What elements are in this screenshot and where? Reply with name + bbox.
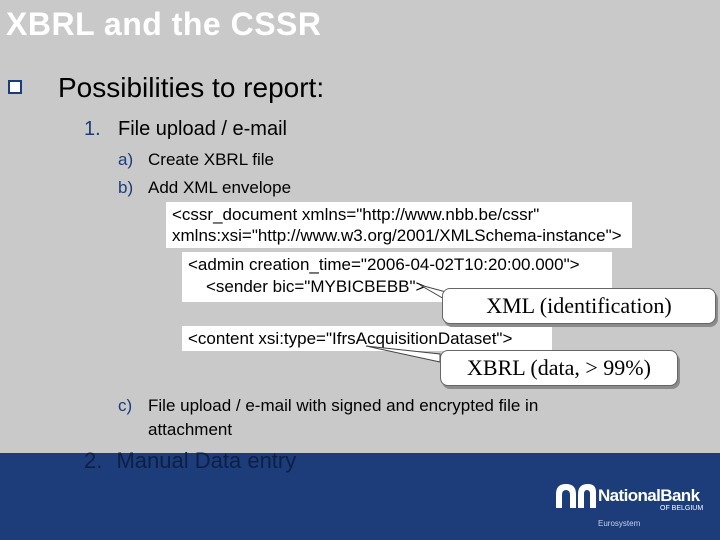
logo-subtitle: OF BELGIUM [660,505,704,512]
item-number-1: 1. [84,118,101,140]
callout-xbrl-data [440,350,678,386]
subitem-label-a: a) [118,150,134,169]
item-text-2: Manual Data entry [116,448,297,473]
subitem-text-c-continued: attachment [148,420,233,439]
callout-xml-identification [442,288,716,324]
item-number-2: 2. [84,448,103,473]
code-line-4: <sender bic="MYBICBEBB"> [206,277,426,296]
code-line-1: <cssr_document xmlns="http://www.nbb.be/cssr" [172,205,540,224]
code-line-5: <content xsi:type="IfrsAcquisitionDataset"> [188,329,513,348]
code-line-2: xmlns:xsi="http://www.w3.org/2001/XMLSchema-instance"> [172,226,622,245]
callout-xbrl-text: XBRL (data, > 99%) [467,355,651,380]
main-heading: Possibilities to report: [58,72,325,103]
callout-xml-text: XML (identification) [486,293,672,318]
subitem-label-b: b) [118,178,134,197]
subitem-text-b: Add XML envelope [148,178,292,197]
item-2 [84,448,296,474]
subitem-text-a: Create XBRL file [148,150,274,169]
logo-name: NationalBank [598,486,700,505]
callout-pointer-xbrl [366,346,440,362]
code-line-3: <admin creation_time="2006-04-02T10:20:00.000"> [188,255,580,274]
subitem-label-c: c) [118,396,133,415]
logo-eurosystem: Eurosystem [598,519,641,528]
subitem-text-c: File upload / e-mail with signed and encrypted file in [148,396,539,415]
item-text-1: File upload / e-mail [118,118,287,140]
slide-title: XBRL and the CSSR [6,6,322,42]
